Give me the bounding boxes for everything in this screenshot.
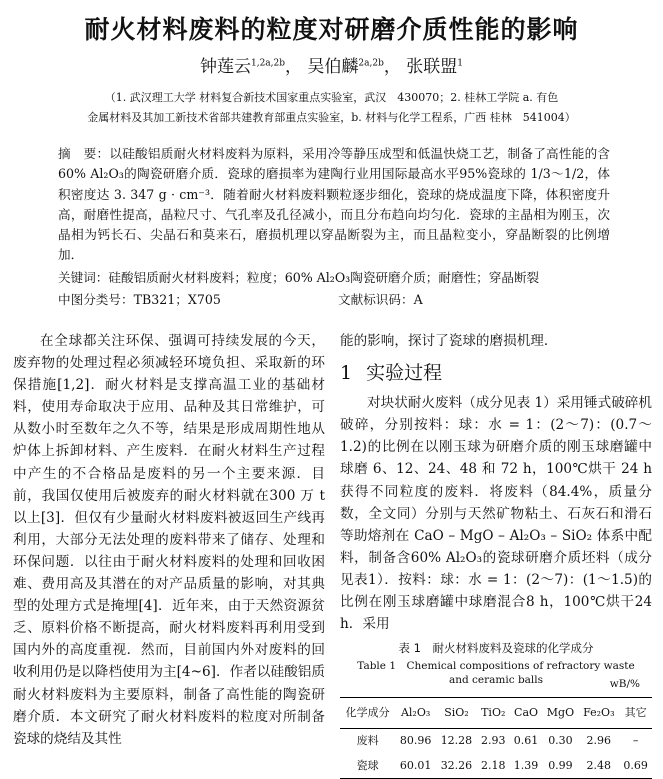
left-column — [13, 330, 325, 750]
author-name: 张联盟 — [406, 57, 458, 77]
table-cell: 2.93 — [481, 734, 506, 748]
table-cell: 2.96 — [586, 734, 612, 748]
table-cell: 0.99 — [548, 758, 573, 772]
keywords-text: 硅酸铝质耐火材料废料；粒度；60% Al₂O₃陶瓷研磨介质；耐磨性；穿晶断裂 — [108, 270, 540, 285]
author-name: 钟莲云 — [199, 57, 251, 77]
table-row — [340, 754, 652, 779]
clc-number: 中图分类号：TB321；X705 — [58, 292, 221, 307]
right-column — [340, 330, 652, 779]
abstract — [58, 144, 610, 266]
table-cell: 80.96 — [399, 734, 432, 748]
table-cell: 2.48 — [586, 758, 612, 772]
abstract-text: 以硅酸铝质耐火材料废料为原料，采用冷等静压成型和低温快烧工艺，制备了高性能的含60% Al₂O₃的陶瓷研磨介质．瓷球的磨损率为建陶行业用国际最高水平95%瓷球的 1/3～1/2，体积密度达 3. 347 g · cm⁻³．随着耐火材料废料颗粒逐步细化，瓷球的烧成温度下降，体积密度升高，耐磨性提高，晶粒尺寸、气孔率及孔径减小，而且分布趋向均匀化．瓷球的主晶相为刚玉，次晶相为钙长石、尖晶石和莫来石，磨损机理以穿晶断裂为主，而且晶粒变小，穿晶断裂的比例增加． — [58, 146, 611, 263]
author-separator: ， — [383, 57, 401, 77]
table-cell: 瓷球 — [356, 758, 379, 772]
table-header-cell: MgO — [546, 706, 575, 720]
table-header-cell: Al₂O₃ — [400, 706, 431, 720]
body-paragraph: 在全球都关注环保、强调可持续发展的今天，废弃物的处理过程必须减轻环境负担、采取新的环保措施[1,2]．耐火材料是支撑高温工业的基础材料，使用寿命取决于应用、品种及其日常维护，可从数小时至数年之久不等，结果是形成周期性地从炉体上拆卸材料、产生废料．在耐火材料生产过程中产生的不合格品是废料的另一个主要来源．目前，我国仅使用后被废弃的耐火材料就在300 万 t 以上[3]．但仅有少量耐火材料废料被返回生产线再利用，大部分无法处理的废料带来了储存、处理和环保问题．以往由于耐火材料废料的处理和回收困难、费用高及其潜在的对产品质量的影响，对其典型的处理方式是掩埋[4]．近年来，由于天然资源贫乏、原料价格不断提高，耐火材料废料再利用受到国内外的高度重视．然而，目前国内外对废料的回收利用仍是以降档使用为主[4~6]．作者以硅酸铝质耐火材料废料为主要原料，制备了高性能的陶瓷研磨介质．本文研究了耐火材料废料的粒度对所制备瓷球的烧结及其性 — [13, 333, 325, 747]
table-cell: 12.28 — [440, 734, 473, 748]
keywords — [58, 268, 618, 288]
table-cell: 1.39 — [513, 758, 539, 772]
table-caption-en-line: and ceramic balls — [448, 674, 544, 687]
table-cell: – — [632, 734, 639, 748]
table-cell: 32.26 — [440, 758, 473, 772]
classification-line — [58, 289, 618, 308]
composition-table — [340, 697, 652, 778]
section-number: 1 — [340, 362, 353, 385]
table-header-cell: Fe₂O₃ — [583, 706, 615, 720]
table-cell: 60.01 — [399, 758, 432, 772]
table-header-cell: TiO₂ — [481, 706, 506, 720]
table-row — [340, 729, 652, 754]
section-title: 实验过程 — [366, 362, 443, 385]
table-header-cell: 其它 — [624, 706, 647, 720]
table-cell: 0.69 — [623, 758, 648, 772]
continued-paragraph: 能的影响，探讨了瓷球的磨损机理． — [340, 333, 558, 349]
table-header-cell: CaO — [514, 706, 539, 720]
author-separator: ， — [285, 57, 303, 77]
author-affil-marker: 1 — [457, 58, 464, 69]
table-header-cell: 化学成分 — [345, 706, 390, 720]
table-caption-cn: 表 1 耐火材料废料及瓷球的化学成分 — [398, 641, 594, 656]
table-unit: wB/% — [609, 678, 640, 691]
table-caption-en-line: Table 1 Chemical compositions of refractory waste — [357, 660, 635, 673]
document-code: 文献标识码：A — [338, 292, 423, 307]
table-header-row — [340, 698, 652, 729]
table-cell: 废料 — [356, 734, 379, 748]
affiliations — [30, 88, 633, 128]
author-name: 吴伯麟 — [307, 57, 359, 77]
keywords-label: 关键词： — [58, 270, 109, 285]
abstract-label: 摘 要： — [58, 146, 110, 161]
author-list — [0, 52, 663, 77]
table-cell: 2.18 — [481, 758, 506, 772]
paper-title: 耐火材料废料的粒度对研磨介质性能的影响 — [84, 15, 579, 44]
section-heading — [340, 362, 652, 384]
table-cell: 0.30 — [548, 734, 573, 748]
table-header-cell: SiO₂ — [444, 706, 469, 720]
author-affil-marker: 1,2a,2b — [250, 58, 286, 69]
affiliation-line: 金属材料及其加工新技术省部共建教育部重点实验室，b. 材料与化学工程系，广西 桂林 541004） — [87, 111, 576, 124]
body-paragraph: 对块状耐火废料（成分见表 1）采用锤式破碎机破碎，分别按料：球：水 = 1：(2～7)：(0.7～1.2)的比例在以刚玉球为研磨介质的刚玉球磨罐中球磨 6、12、24、48 和 72 h，100℃烘干 24 h 获得不同粒度的废料．将废料（84.4%，质量分数，全文同）分别与天然矿物粘土、石灰石和滑石等助熔剂在 CaO – MgO – Al₂O₃ – SiO₂ 体系中配料，制备含60% Al₂O₃的瓷球研磨介质坯料（成分见表1）．按料：球：水 = 1：(2～7)：(1～1.5)的比例在刚玉球磨罐中球磨混合8 h，100℃烘干24 h．采用 — [340, 395, 652, 633]
author-affil-marker: 2a,2b — [358, 58, 384, 69]
table-cell: 0.61 — [513, 734, 539, 748]
affiliation-line: （1. 武汉理工大学 材料复合新技术国家重点实验室，武汉 430070；2. 桂林工学院 a. 有色 — [104, 91, 559, 104]
